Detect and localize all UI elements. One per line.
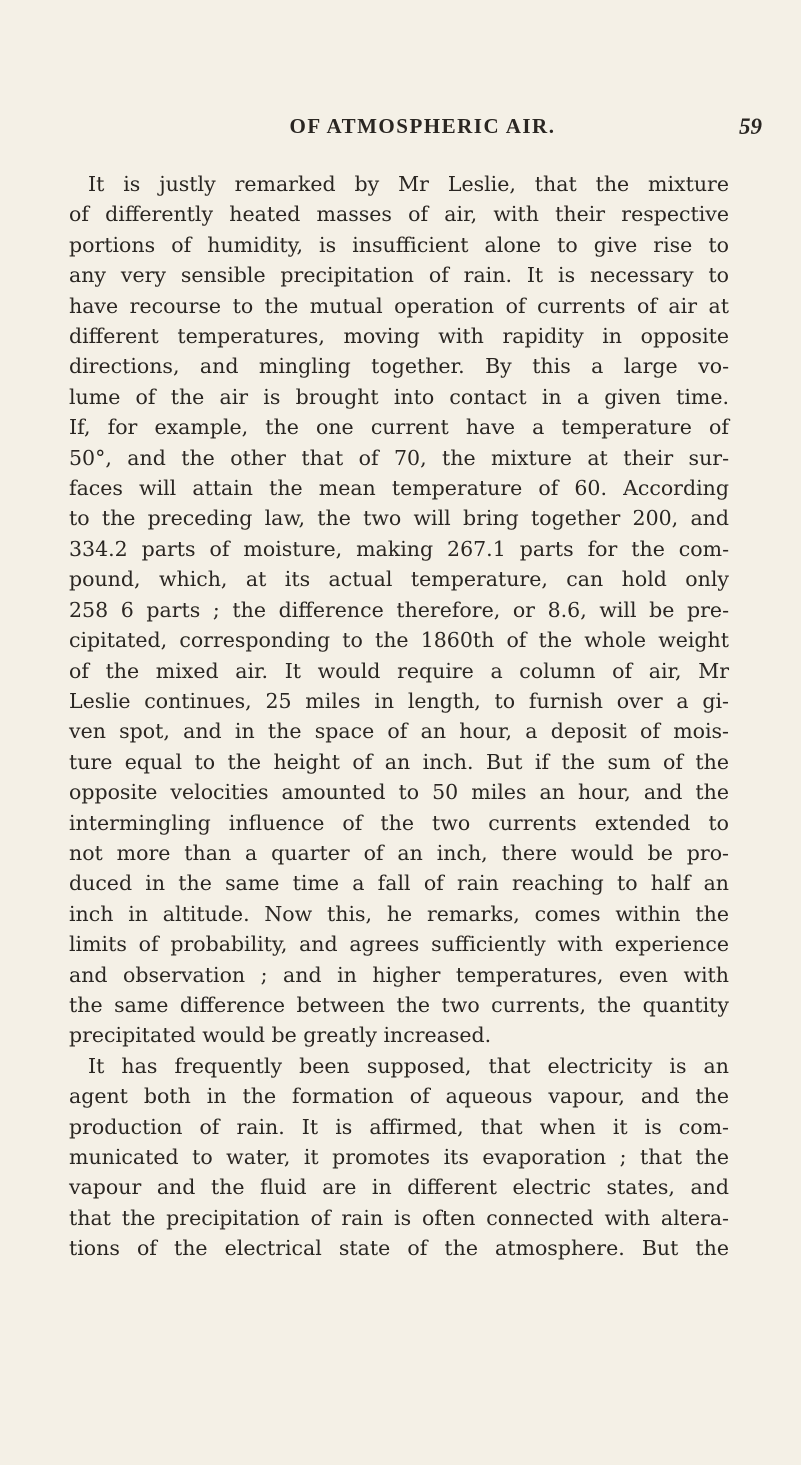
text-line: opposite velocities amounted to 50 miles an hour, and the bbox=[69, 780, 729, 805]
text-line: 334.2 parts of moisture, making 267.1 parts for the com- bbox=[69, 536, 729, 561]
text-line: of differently heated masses of air, with their respective bbox=[69, 202, 729, 227]
text-line: It is justly remarked by Mr Leslie, that the mixture bbox=[88, 172, 729, 196]
text-line: any very sensible precipitation of rain. It is necessary to bbox=[69, 263, 729, 288]
text-line: to the preceding law, the two will bring together 200, and bbox=[69, 506, 729, 531]
text-line: directions, and mingling together. By this a large vo- bbox=[69, 354, 729, 379]
text-line: not more than a quarter of an inch, there would be pro- bbox=[69, 840, 729, 865]
text-line: 50°, and the other that of 70, the mixture at their sur- bbox=[69, 445, 729, 470]
text-line: faces will attain the mean temperature of 60. According bbox=[69, 476, 729, 501]
text-line: municated to water, it promotes its evaporation ; that the bbox=[69, 1145, 729, 1169]
text-line: cipitated, corresponding to the 1860th of the whole weight bbox=[69, 628, 729, 653]
text-line: 258 6 parts ; the difference therefore, or 8.6, will be pre- bbox=[69, 597, 729, 622]
text-line: inch in altitude. Now this, he remarks, comes within the bbox=[69, 901, 729, 926]
text-line: lume of the air is brought into contact in a given time. bbox=[69, 384, 729, 409]
text-line: ven spot, and in the space of an hour, a deposit of mois- bbox=[69, 719, 729, 744]
text-line: portions of humidity, is insufficient alone to give rise to bbox=[69, 232, 729, 257]
text-line: vapour and the fluid are in different electric states, and bbox=[69, 1175, 729, 1200]
text-line: If, for example, the one current have a temperature of bbox=[69, 415, 729, 440]
text-line: that the precipitation of rain is often connected with altera- bbox=[69, 1205, 729, 1230]
text-line: the same difference between the two currents, the quantity bbox=[69, 992, 729, 1017]
text-line: agent both in the formation of aqueous vapour, and the bbox=[69, 1084, 729, 1109]
text-line: precipitated would be greatly increased. bbox=[69, 1023, 492, 1048]
running-head-title: OF ATMOSPHERIC AIR. bbox=[289, 114, 556, 138]
text-line: It has frequently been supposed, that electricity is an bbox=[88, 1053, 729, 1078]
text-line: intermingling influence of the two currents extended to bbox=[69, 810, 729, 835]
running-head bbox=[75, 114, 770, 144]
text-line: limits of probability, and agrees sufficiently with experience bbox=[69, 932, 729, 957]
text-line: production of rain. It is affirmed, that when it is com- bbox=[69, 1114, 729, 1139]
text-line: Leslie continues, 25 miles in length, to furnish over a gi- bbox=[69, 688, 729, 713]
text-line: duced in the same time a fall of rain reaching to half an bbox=[69, 871, 729, 896]
page-number: 59 bbox=[739, 114, 762, 139]
text-line: of the mixed air. It would require a column of air, Mr bbox=[69, 658, 729, 683]
text-line: ture equal to the height of an inch. But if the sum of the bbox=[69, 749, 729, 774]
text-line: tions of the electrical state of the atmosphere. But the bbox=[69, 1236, 729, 1261]
text-line: and observation ; and in higher temperatures, even with bbox=[69, 962, 729, 987]
text-line: have recourse to the mutual operation of currents of air at bbox=[69, 293, 729, 318]
text-line: pound, which, at its actual temperature, can hold only bbox=[69, 567, 729, 592]
body-text bbox=[69, 169, 729, 1264]
text-line: different temperatures, moving with rapidity in opposite bbox=[69, 324, 729, 349]
